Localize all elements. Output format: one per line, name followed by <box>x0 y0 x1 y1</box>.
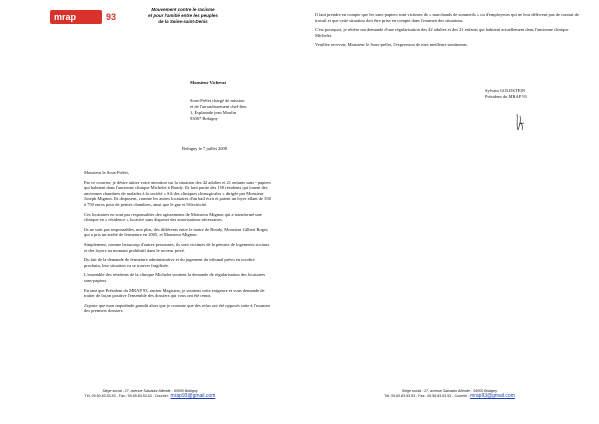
paragraph: En tant que Président du MRAP 93, ancien Magistrat, je soutiens cette exigence et vous demande de traiter de façon positive l'ensemble des dossiers qui vous ont été remis. <box>84 287 265 299</box>
paragraph: Par ce courrier, je désire attirer votre attention sur la situation des 42 adultes et 21 enfants sans - papiers qui habitent dans l'ancienne clinique Michelet à Bondy. Ils font partie des 150 résidents qui louent des anciennes chambres de malades à la société « SA des cliniques chirurgicales » dirigée par Monsieur Joseph Mignon. Ils disposent, comme les autres locataires d'un bail écrit et paient un loyer allant de 350 à 750 euros pour de petites chambres, ainsi que le gaz et l'électricité. <box>84 179 271 207</box>
signatory: Sylvain GOLDSTEIN Président du MRAP 93 <box>485 88 527 99</box>
letter-footer: Siège social : 27, avenue Salvador Allende - 93000 Bobigny Tél. 09.50.83.53.53 - Fax.: 09.55.83.53.53 - Courriel : mrap93@gmail.com <box>384 389 515 399</box>
email-link[interactable]: mrap93@gmail.com <box>470 393 515 399</box>
paragraph: Veuillez recevoir, Monsieur le Sous-préfet, l'expression de mes meilleurs sentiments. <box>315 42 468 48</box>
salutation: Monsieur le Sous-Préfet, <box>84 170 129 175</box>
letter-page-2 <box>300 0 599 424</box>
letter-body <box>84 170 272 318</box>
paragraph: Ils ne sont pas responsables, non plus, des différents entre le maire de Bondy, Monsieur Gilbert Roger, qui a pris un arrêté de fermeture en 2005, et Monsieur Mignon. <box>84 226 269 238</box>
recipient-name: Monsieur Vicherat <box>190 80 227 85</box>
paragraph: J'ajoute que mon inquiétude grandit alors que je constate que des refus ont été opposés suite à l'examen des premiers dossiers. <box>84 302 270 314</box>
paragraph: Ces locataires ne sont pas responsables des agissements de Monsieur Mignon qui a transformé une clinique en « résidence » locative sans disposer des autorisations nécessaires. <box>84 211 262 223</box>
handwritten-signature <box>513 112 527 132</box>
paragraph: Il faut prendre en compte que les sans-papiers sont victimes de « marchands de sommeils » ou d'employeurs qui ne leur délivrent pas de contrat de travail et que cette situation doit être prise en compte dans l'examen des situations. <box>315 12 579 23</box>
mrap-logo: mrap 93 <box>50 10 102 24</box>
letter-footer: Siège social : 27, avenue Salvador Allende - 93000 Bobigny Tél. 09.50.83.53.53 - Fax.: 09.55.83.53.53 - Courriel : mrap93@gmail.com <box>84 389 216 399</box>
paragraph: Simplement, comme beaucoup d'autres personnes, ils sont victimes de la pénurie de logements sociaux et des loyers au montant prohibitif dans le secteur privé. <box>84 241 270 253</box>
paragraph: C'est pourquoi, je réitère ma demande d'une régularisation des 42 adultes et des 21 enfants qui habitent actuellement dans l'ancienne clinique Michelet. <box>315 27 569 38</box>
paragraph: Du fait de la demande de fermeture administrative et du jugement du tribunal prévu en octobre prochain, leur situation va se trouver fragilisée. <box>84 257 255 268</box>
paragraph: L'ensemble des résidents de la clinique Michelet soutient la demande de régularisation des locataires sans-papiers. <box>84 272 266 283</box>
organization-tagline: Mouvement contre le racisme et pour l'amitié entre les peuples de la Seine-saint-Denis <box>148 7 218 24</box>
letter-body-continued <box>315 12 585 52</box>
date-line: Bobigny le 7 juillet 2008 <box>182 146 227 151</box>
email-link[interactable]: mrap93@gmail.com <box>170 393 216 399</box>
recipient-address: Sous-Préfet chargé de mission et de l'arrondissement chef-lieu 1, Esplanade jean Moulin 93007 Bobigny <box>190 98 247 121</box>
